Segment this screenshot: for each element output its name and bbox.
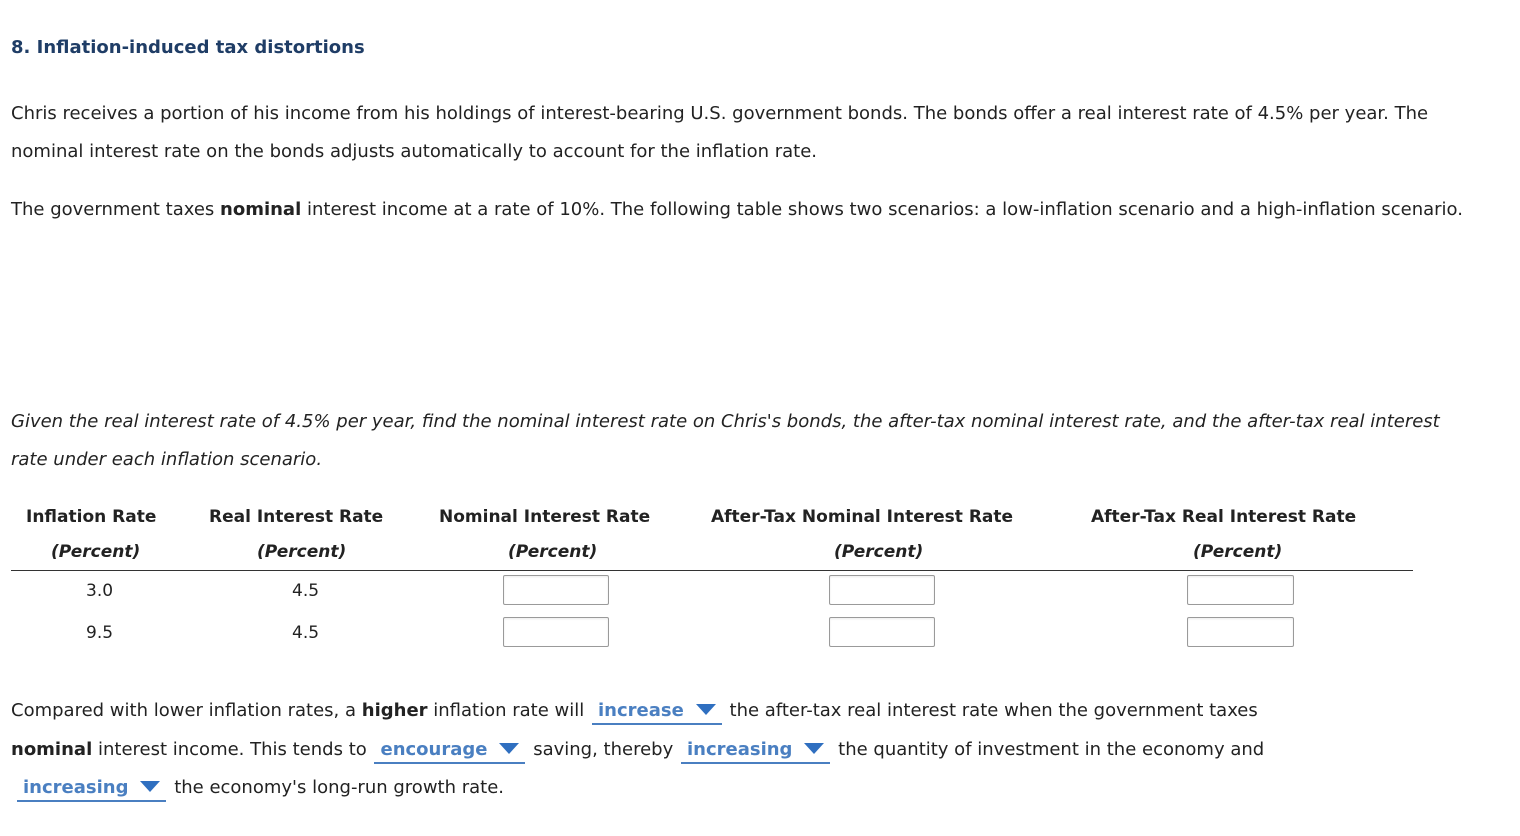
conclusion-text-3: the after-tax real interest rate when the government taxes <box>723 700 1258 721</box>
dropdown-2-value: encourage <box>380 739 488 760</box>
conclusion-text-1: Compared with lower inflation rates, a <box>11 700 362 721</box>
conclusion-text-6: saving, thereby <box>527 739 679 760</box>
chevron-down-icon <box>804 743 824 754</box>
p2-bold-nominal: nominal <box>220 199 302 220</box>
intro-paragraph-2 <box>11 191 1481 229</box>
row1-inflation: 3.0 <box>86 581 114 601</box>
dropdown-4-value: increasing <box>23 777 129 798</box>
conclusion-line-3 <box>11 775 504 802</box>
table-header-divider <box>11 570 1413 571</box>
subheader-inflation-percent: (Percent) <box>51 542 141 562</box>
subheader-after-tax-nominal-percent: (Percent) <box>834 542 924 562</box>
intro-paragraph-1: Chris receives a portion of his income from his holdings of interest-bearing U.S. government bonds. The bonds offer a real interest rate of 4.5% per year. The nominal interest rate on the bonds adjusts automatically to account for the inflation rate. <box>11 103 1429 162</box>
dropdown-effect-on-after-tax-rate[interactable] <box>592 699 722 725</box>
p2-text-before: The government taxes <box>11 199 221 220</box>
row2-after-tax-nominal-input[interactable] <box>829 617 935 647</box>
header-inflation-rate: Inflation Rate <box>26 507 157 527</box>
row2-after-tax-real-input[interactable] <box>1187 617 1294 647</box>
p2-text-after: interest income at a rate of 10%. The following table shows two scenarios: a low-inflation scenario and a high-inflation scenario. <box>301 199 1463 220</box>
header-real-interest-rate: Real Interest Rate <box>209 507 384 527</box>
conclusion-text-7: the quantity of investment in the economy and <box>832 739 1265 760</box>
row2-inflation: 9.5 <box>86 623 114 643</box>
dropdown-saving-effect[interactable] <box>374 738 525 764</box>
row1-real: 4.5 <box>292 581 320 601</box>
subheader-nominal-percent: (Percent) <box>508 542 598 562</box>
problem-title: 8. Inflation-induced tax distortions <box>11 37 365 58</box>
conclusion-bold-nominal: nominal <box>11 739 93 760</box>
chevron-down-icon <box>140 781 160 792</box>
row2-nominal-input[interactable] <box>503 617 609 647</box>
conclusion-text-2: inflation rate will <box>427 700 590 721</box>
subheader-real-percent: (Percent) <box>257 542 347 562</box>
conclusion-line-1 <box>11 698 1258 725</box>
chevron-down-icon <box>696 704 716 715</box>
header-after-tax-nominal: After-Tax Nominal Interest Rate <box>711 507 1014 527</box>
header-nominal-interest-rate: Nominal Interest Rate <box>439 507 651 527</box>
dropdown-growth-effect[interactable] <box>17 776 166 802</box>
subheader-after-tax-real-percent: (Percent) <box>1193 542 1283 562</box>
row1-after-tax-real-input[interactable] <box>1187 575 1294 605</box>
conclusion-text-8: the economy's long-run growth rate. <box>168 777 505 798</box>
row1-after-tax-nominal-input[interactable] <box>829 575 935 605</box>
row1-nominal-input[interactable] <box>503 575 609 605</box>
instruction-paragraph: Given the real interest rate of 4.5% per year, find the nominal interest rate on Chris's bonds, the after-tax nominal interest rate, and the after-tax real interest rate under each inflation scenario. <box>11 411 1440 470</box>
chevron-down-icon <box>499 743 519 754</box>
dropdown-1-value: increase <box>597 700 684 721</box>
row2-real: 4.5 <box>292 623 320 643</box>
dropdown-investment-effect[interactable] <box>681 738 830 764</box>
header-after-tax-real: After-Tax Real Interest Rate <box>1091 507 1357 527</box>
conclusion-bold-higher: higher <box>361 700 428 721</box>
dropdown-3-value: increasing <box>686 739 793 760</box>
conclusion-text-5: interest income. This tends to <box>92 739 373 760</box>
conclusion-line-2 <box>11 737 1264 764</box>
